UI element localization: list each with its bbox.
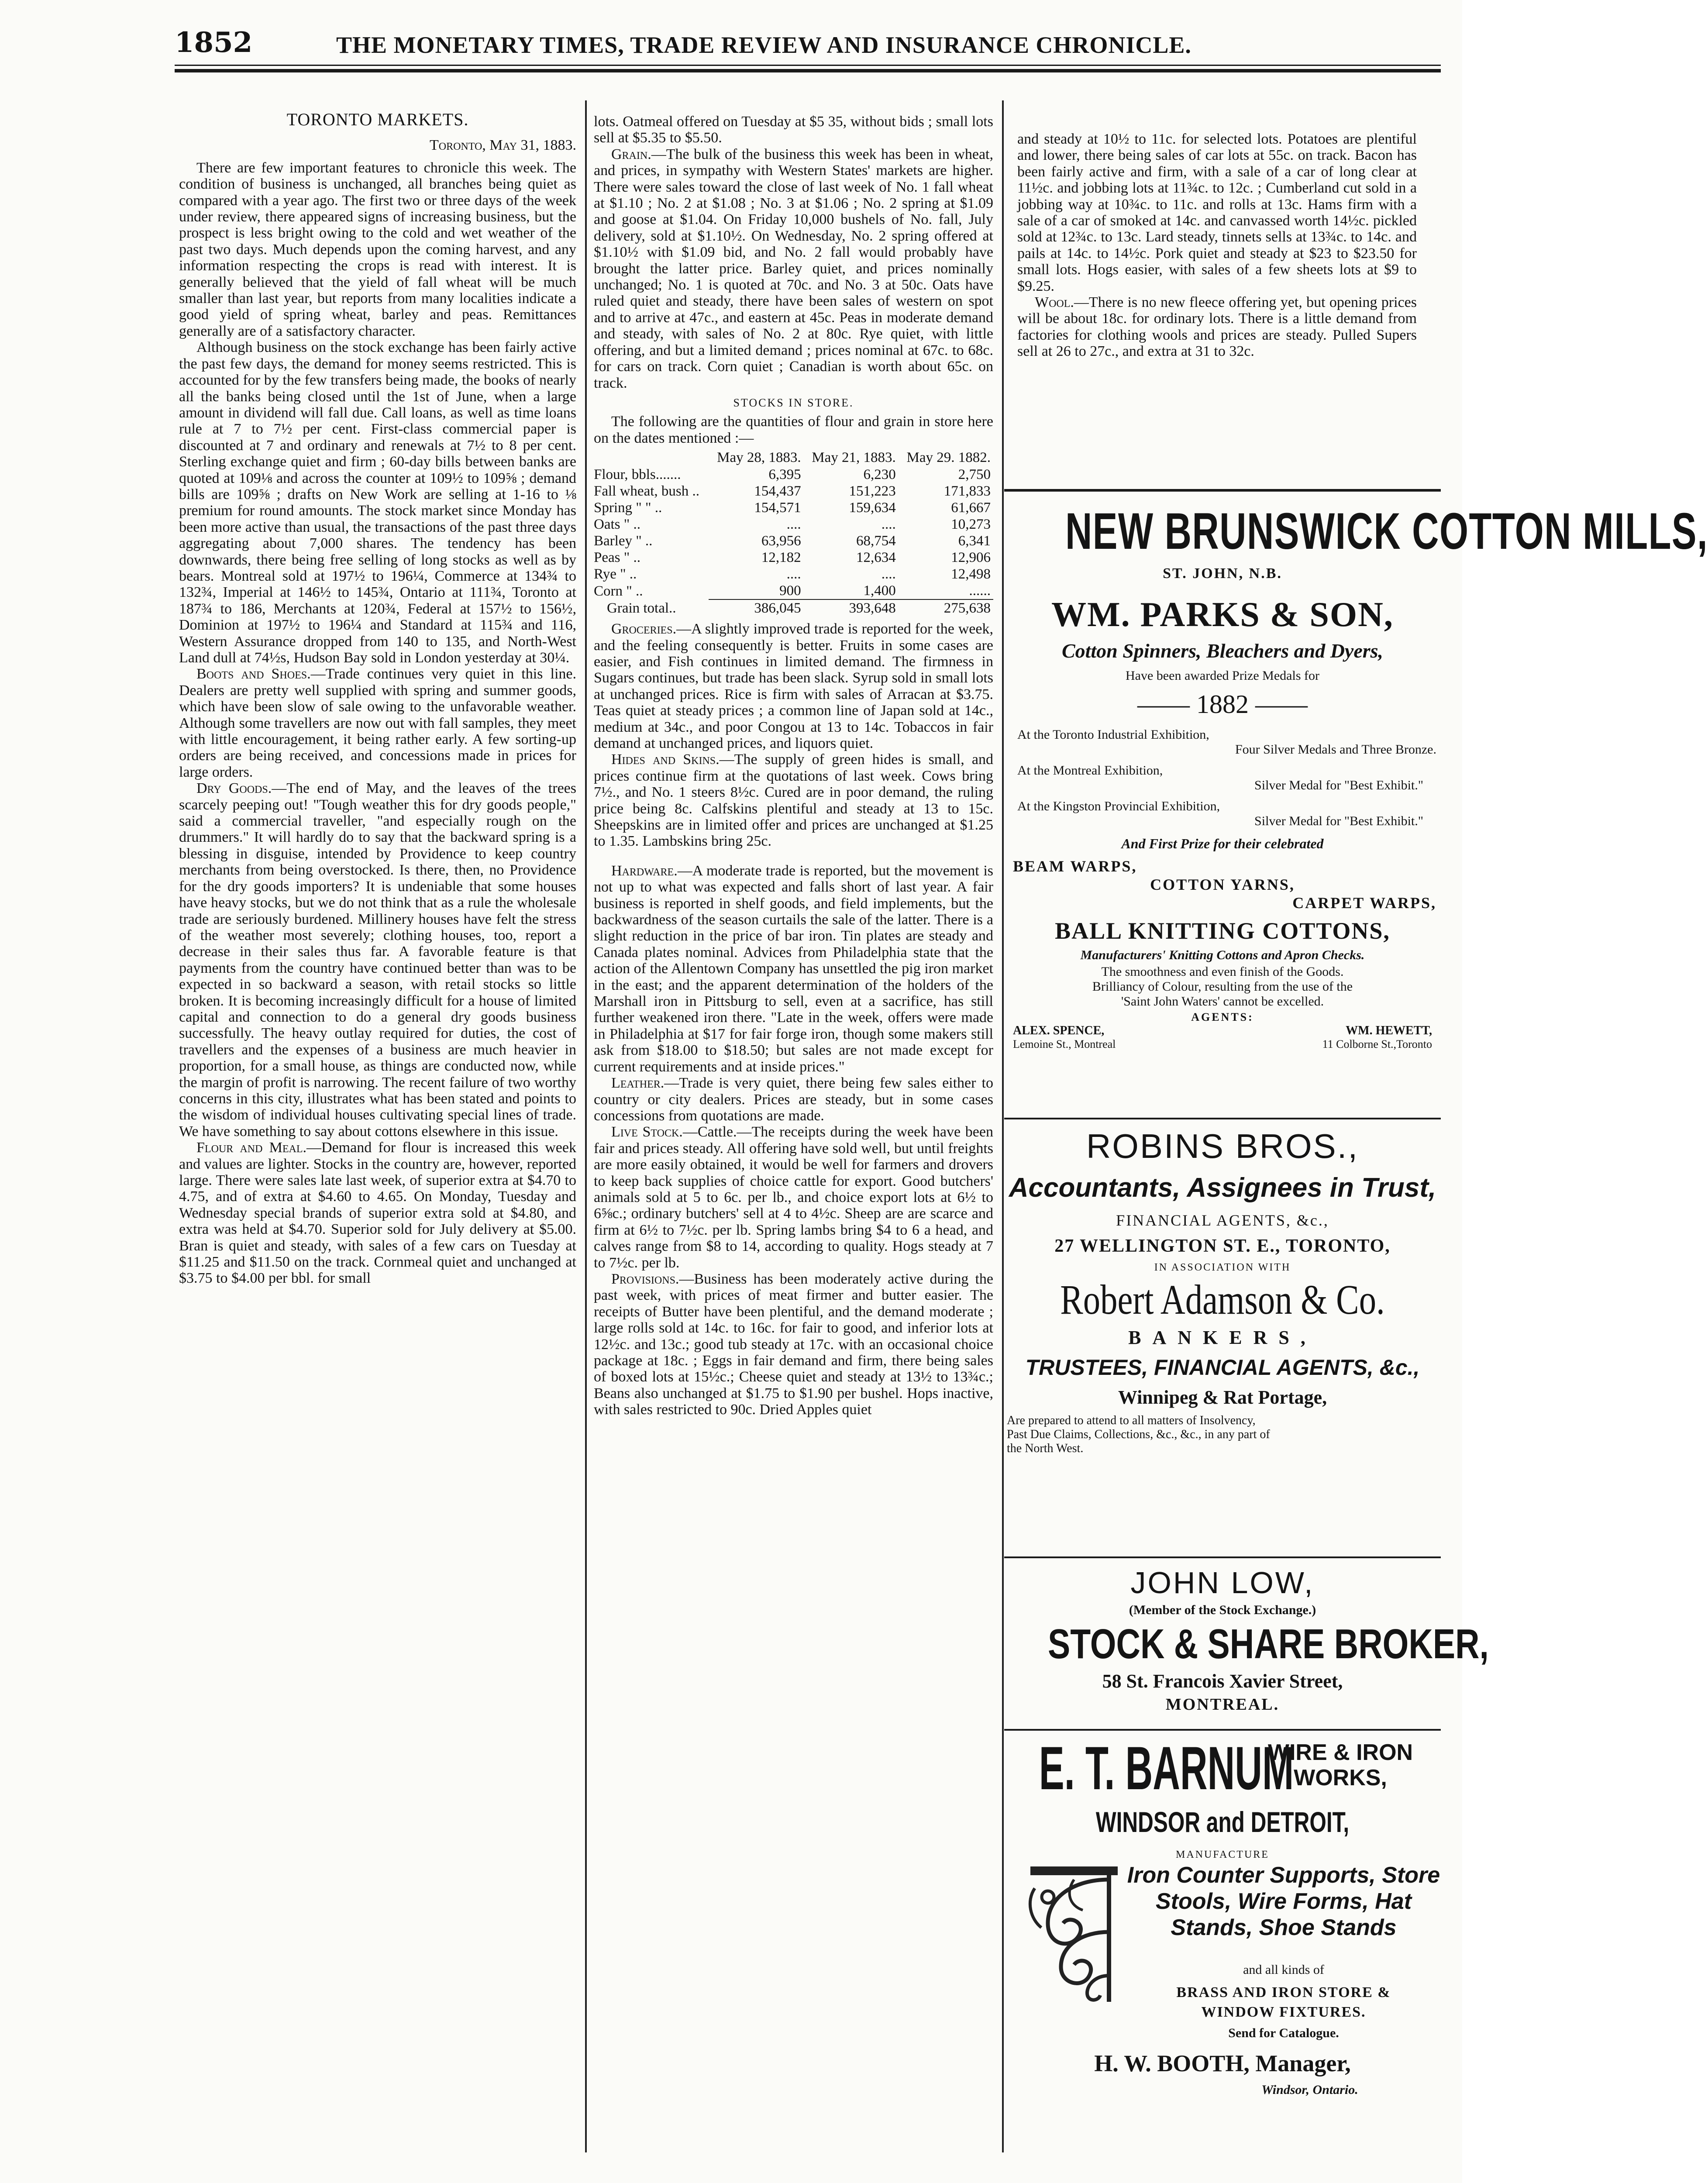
ad-first-prize: And First Prize for their celebrated	[1121, 836, 1324, 851]
cell: 393,648	[804, 599, 899, 616]
ad-cities: WINDSOR and DETROIT,	[1095, 1806, 1350, 1838]
section-text: —Trade continues very quiet in this line. Dealers are pretty well supplied with spring and summer goods, which have been slow of sale owing to the unfavorable weather. Although some travellers are now out with fall samples, they meet with little encouragement, it being rather early. A few sorting-up orders are being received, and concessions made in prices for large orders.	[179, 666, 576, 780]
ad-items-line: Stands, Shoe Stands	[1171, 1915, 1397, 1940]
page-number: 1852	[175, 26, 253, 59]
cell: 154,437	[754, 483, 801, 499]
row-label: Oats " ..	[594, 516, 640, 533]
stocks-title: STOCKS IN STORE.	[733, 396, 854, 409]
cell: 12,906	[951, 550, 991, 566]
grain-paragraph	[594, 146, 993, 391]
section-head: Wool.	[1035, 294, 1074, 311]
live-stock-paragraph	[594, 1124, 993, 1271]
ad-note: the North West.	[1007, 1442, 1084, 1455]
ad-note: Past Due Claims, Collections, &c., &c., in any part of	[1007, 1428, 1270, 1441]
row-label: Fall wheat, bush ..	[594, 483, 699, 499]
intro-paragraph: There are few important features to chronicle this week. The condition of business is unchanged, all branches being quiet as compared with a year ago. The first two or three days of the week under review, there appeared signs of increasing business, but the prospect is less bright owing to the cold and wet weather of the past two days. Much depends upon the coming harvest, and any information respecting the crops is read with interest. It is generally believed that the yield of fall wheat will be much smaller than last year, but reports from many localities indicate a good yield of spring wheat, barley and peas. Remittances generally are of a satisfactory character.	[179, 159, 576, 339]
table-row	[594, 549, 993, 566]
ad-name-wrap	[1004, 1734, 1294, 1802]
cell: ....	[881, 516, 896, 533]
cell: 386,045	[709, 599, 803, 616]
column-2	[594, 114, 993, 2157]
cell: 151,223	[849, 483, 896, 499]
ad-place: ST. JOHN, N.B.	[1163, 565, 1282, 582]
agent-address: Lemoine St., Montreal	[1013, 1038, 1116, 1050]
cell: 6,341	[958, 533, 991, 549]
stocks-intro: The following are the quantities of flour and grain in store here on the dates mentioned :—	[594, 413, 993, 446]
row-label: Grain total..	[607, 600, 676, 616]
ad-association: IN ASSOCIATION WITH	[1154, 1262, 1291, 1273]
column-rule-1	[585, 100, 587, 2152]
table-row	[594, 483, 993, 499]
cell: ......	[969, 583, 991, 599]
ad-separator	[1004, 1729, 1441, 1731]
header-rule-thick	[175, 69, 1441, 72]
ad-address: 27 WELLINGTON ST. E., TORONTO,	[1054, 1236, 1391, 1256]
ad-title: NEW BRUNSWICK COTTON MILLS,	[1065, 503, 1708, 560]
ad-agents-label: AGENTS:	[1191, 1011, 1254, 1023]
cell: 61,667	[951, 500, 991, 516]
section-text: —The bulk of the business this week has been in wheat, and prices, in sympathy with Western States' markets are higher. There were sales toward the close of last week of No. 1 fall wheat at $1.10 ; No. 2 at $1.08 ; No. 3 at $1.06 ; No. 2 spring at $1.09 and goose at $1.04. On Friday 10,000 bushels of No. fall, July delivery, sold at $1.10½. On Wednesday, No. 2 spring offered at $1.10½ with $1.09 bid, and No. 2 fall would probably have brought the latter price. Barley quiet, and prices nominally unchanged; No. 1 is quoted at 70c. and No. 3 at 50c. Oats have ruled quiet and steady, there have been sales of western on spot and to arrive at 47c., and eastern at 45c. Peas in moderate demand and steady, with sales of No. 2 at 80c. Rye quiet, with little offering, and but a limited demand ; prices nominal at 67c. to 68c. for cars on track. Corn quiet ; Canadian is worth about 65c. on track.	[594, 146, 993, 391]
table-row	[594, 466, 993, 483]
ad-financial: FINANCIAL AGENTS, &c.,	[1116, 1212, 1329, 1229]
hides-paragraph	[594, 751, 993, 849]
column-1	[179, 103, 576, 2150]
section-head: Dry Goods.	[196, 780, 272, 797]
dry-goods-paragraph	[179, 780, 576, 1140]
cell: 900	[779, 583, 801, 599]
cell: 1,400	[863, 583, 896, 599]
ad-exhibit: At the Toronto Industrial Exhibition,	[1017, 727, 1209, 742]
section-head: Groceries.	[611, 621, 677, 637]
section-text: —There is no new fleece offering yet, but opening prices will be about 18c. for ordinary lots. There is a little demand from factories for clothing wools and prices are steady. Pulled Supers sell at 26 to 27c., and extra at 31 to 32c.	[1017, 294, 1417, 360]
ad-barnum	[1004, 1735, 1441, 2128]
row-label: Flour, bbls.......	[594, 467, 681, 483]
ad-items	[1126, 1862, 1441, 1941]
flour-meal-paragraph	[179, 1140, 576, 1287]
ad-trustees: TRUSTEES, FINANCIAL AGENTS, &c.,	[1025, 1355, 1420, 1380]
section-text: —Demand for flour is increased this week and values are lighter. Stocks in the country are, however, reported large. There were sales late last week, of superior extra at $4.70 to 4.75, and of extra at $4.60 to 4.65. On Monday, Tuesday and Wednesday special brands of superior extra sold at $4.80, and extra was held at $4.70. Superior sold for July delivery at $5.00. Bran is quiet and steady, with sales of a few cars on Tuesday at $11.25 and $11.50 on the track. Cornmeal quiet and unchanged at $3.75 to $4.00 per bbl. for small	[179, 1140, 576, 1287]
ad-works	[1249, 1740, 1432, 1790]
ad-note: Are prepared to attend to all matters of Insolvency,	[1007, 1414, 1256, 1427]
ad-separator	[1004, 1556, 1441, 1558]
ad-bankers: BANKERS,	[1128, 1327, 1317, 1348]
leather-paragraph	[594, 1075, 993, 1124]
ad-manufacture: MANUFACTURE	[1176, 1849, 1269, 1860]
ad-firm: WM. PARKS & SON,	[1051, 596, 1394, 634]
provisions-continued: and steady at 10½ to 11c. for selected lots. Potatoes are plentiful and lower, there being sales of car lots at 55c. on track. Bacon has been fairly active and firm, with a sale of a car of long clear at 11½c. and jobbing lots at 11¾c. to 12c. ; Cumberland cut sold in a jobbing way at 10¾c. to 11c. and rolls at 13c. Hams firm with a sale of a car of smoked at 14c. and canvassed worth 14½c. pickled sold at 12¾c. to 13c. Lard steady, tinnets sells at 13¾c. to 14c. and pails at 14c. to 14½c. Pork quiet and steady at $23 to $23.50 for small lots. Hogs easier, with sales of a few sheets lots at $9 to $9.25.	[1017, 131, 1417, 294]
ad-manuf: Manufacturers' Knitting Cottons and Apron Checks.	[1080, 948, 1365, 962]
section-head: Hardware.	[611, 862, 678, 879]
cell: 12,634	[856, 550, 896, 566]
cell: 275,638	[899, 599, 993, 616]
ad-note: The smoothness and even finish of the Goods.	[1101, 964, 1344, 979]
table-row	[594, 582, 993, 599]
ad-awarded: Have been awarded Prize Medals for	[1126, 668, 1319, 683]
dateline: Toronto, May 31, 1883.	[429, 137, 576, 154]
cell: 6,230	[863, 467, 896, 483]
ad-manager: H. W. BOOTH, Manager,	[1094, 2050, 1351, 2076]
section-head: Leather.	[611, 1075, 665, 1092]
stocks-col-header: May 28, 1883.	[717, 450, 801, 466]
cell: 63,956	[761, 533, 801, 549]
column-3-text	[1017, 131, 1417, 480]
counter-support-illustration	[1022, 1862, 1126, 2006]
ad-product: CARPET WARPS,	[1292, 894, 1436, 912]
row-label: Rye " ..	[594, 566, 637, 582]
row-label: Peas " ..	[594, 550, 640, 566]
cell: ....	[786, 516, 801, 533]
ad-new-brunswick-cotton-mills	[1004, 502, 1708, 1105]
ad-note: Brilliancy of Colour, resulting from the use of the	[1092, 979, 1353, 994]
cell: 12,182	[761, 550, 801, 566]
ad-title: ROBINS BROS.,	[1086, 1127, 1359, 1165]
ad-name: E. T. BARNUM	[1039, 1734, 1294, 1802]
ad-items-line: Stools, Wire Forms, Hat	[1155, 1889, 1412, 1914]
section-text: —Business has been moderately active during the past week, with prices of meat firmer and butter easier. The receipts of Butter have been plentiful, and the demand moderate ; large rolls sold at 14c. to 16c. for fair to good, and inferior lots at 12½c. and 13c.; good tub steady at 17c. with an occasional choice package at 18c. ; Eggs in fair demand and firm, there being sales of boxed lots at 15½c.; Cheese quiet and steady at 13½ to 13¾c.; Beans also unchanged at $1.75 to $1.90 per bushel. Hops inactive, with sales restricted to 90c. Dried Apples quiet	[594, 1271, 993, 1418]
stocks-col-header: May 21, 1883.	[812, 450, 896, 466]
ad-product: BEAM WARPS,	[1013, 857, 1137, 875]
stocks-table	[594, 449, 993, 616]
ad-year-line: —— 1882 ——	[1137, 690, 1308, 719]
stocks-col-header: May 29. 1882.	[906, 450, 991, 466]
cell: ....	[786, 566, 801, 582]
ad-place: Windsor, Ontario.	[1261, 2083, 1358, 2097]
ad-send: Send for Catalogue.	[1228, 2026, 1339, 2040]
agent-address: 11 Colborne St.,Toronto	[1322, 1038, 1432, 1050]
cell: 171,833	[944, 483, 991, 499]
section-head: Hides and Skins.	[611, 751, 720, 768]
section-head: Provisions.	[611, 1271, 679, 1287]
cell: 12,498	[951, 566, 991, 582]
stocks-header-row	[594, 449, 993, 466]
ad-works-line: WIRE & IRON	[1267, 1740, 1413, 1765]
ad-agents-names	[1004, 1024, 1441, 1038]
ad-window: WINDOW FIXTURES.	[1201, 2004, 1366, 2020]
ad-john-low	[1004, 1565, 1489, 1727]
groceries-paragraph	[594, 621, 993, 751]
ad-name: JOHN LOW,	[1130, 1566, 1315, 1600]
cell: ....	[881, 566, 896, 582]
ad-city: MONTREAL.	[1165, 1695, 1280, 1714]
ad-works-line: WORKS,	[1294, 1765, 1387, 1790]
row-label: Spring " " ..	[594, 500, 662, 516]
oatmeal-paragraph: lots. Oatmeal offered on Tuesday at $5 35, without bids ; small lots sell at $5.35 to $5.50.	[594, 114, 993, 146]
table-row	[594, 499, 993, 516]
ad-robins-bros	[1004, 1126, 1441, 1554]
cell: 10,273	[951, 516, 991, 533]
table-row	[594, 516, 993, 533]
ad-exhibit: At the Montreal Exhibition,	[1017, 763, 1163, 778]
agent-name: WM. HEWETT,	[1346, 1024, 1432, 1037]
ad-product: COTTON YARNS,	[1150, 876, 1295, 893]
header-rule-thin	[175, 65, 1441, 66]
cell: 154,571	[754, 500, 801, 516]
ad-separator	[1004, 1118, 1441, 1119]
cell: 159,634	[849, 500, 896, 516]
ad-exhibit: Silver Medal for "Best Exhibit."	[1254, 778, 1423, 792]
ad-year: 1882	[1196, 690, 1249, 719]
column-rule-2	[1002, 100, 1004, 2152]
article-title: TORONTO MARKETS.	[286, 110, 469, 129]
ad-places: Winnipeg & Rat Portage,	[1118, 1387, 1327, 1408]
cell: 2,750	[958, 467, 991, 483]
section-text: —A moderate trade is reported, but the movement is not up to what was expected and falls short of last year. A fair business is reported in shelf goods, and field implements, but the backwardness of the season curtails the sale of the latter. There is a slight reduction in the price of bar iron. Tin plates are steady and Canada plates nominal. Advices from Philadelphia state that the action of the Allentown Company has unsettled the pig iron market in the east; and the apparent determination of the holders of the Marshall iron in Pittsburg to sell, even at a sacrifice, has still further weakened iron there. "Late in the week, offers were made in Philadelphia at $17 for fair forge iron, though some makers still ask from $18.00 to $18.50; but sales are not made except for current requirements and at inside prices."	[594, 862, 993, 1075]
section-text: —Cattle.—The receipts during the week have been fair and prices steady. All offering have sold well, but until freights are more easily obtained, it would be well for farmers and drovers to keep back supplies of choice cattle for export. Good butchers' animals sold at 5 to 6c. per lb., and choice export lots at 6½ to 6⅝c.; ordinary butchers' sell at 4 to 4½c. Sheep are are scarce and firm at 6½ to 7½c. per lb. Spring lambs bring $4 to 6 a head, and calves range from $8 to 14, according to quality. Hogs steady at 7 to 7½c. per lb.	[594, 1124, 993, 1271]
ad-note: 'Saint John Waters' cannot be excelled.	[1121, 994, 1324, 1009]
ad-exhibit: At the Kingston Provincial Exhibition,	[1017, 799, 1220, 813]
wool-paragraph	[1017, 294, 1417, 360]
ornamental-bracket-icon	[1022, 1862, 1126, 2006]
ad-exhibit: Silver Medal for "Best Exhibit."	[1254, 814, 1423, 828]
provisions-paragraph	[594, 1271, 993, 1418]
boots-shoes-paragraph	[179, 666, 576, 780]
ad-brass: BRASS AND IRON STORE &	[1176, 1984, 1391, 2001]
hardware-paragraph	[594, 863, 993, 1075]
ad-exhibit: Four Silver Medals and Three Bronze.	[1235, 742, 1436, 757]
section-head: Live Stock.	[611, 1124, 683, 1140]
cell: 68,754	[856, 533, 896, 549]
table-row	[594, 566, 993, 582]
ad-title: STOCK & SHARE BROKER,	[1048, 1621, 1489, 1667]
ad-all-kinds: and all kinds of	[1243, 1963, 1324, 1977]
running-head: THE MONETARY TIMES, TRADE REVIEW AND INSURANCE CHRONICLE.	[336, 32, 1191, 58]
section-head: Boots and Shoes.	[196, 666, 311, 682]
section-text: —Trade is very quiet, there being few sales either to country or city dealers. Prices are steady, but in some cases concessions from quotations are made.	[594, 1075, 993, 1124]
section-text: —The supply of green hides is small, and prices continue firm at the quotations of last week. Cows bring 7½., and No. 1 steers 8½c. Cured are in poor demand, the ruling price being 8c. Calfskins plentiful and steady at 13 to 15c. Sheepskins are in limited offer and prices are unchanged at $1.25 to 1.35. Lambskins bring 25c.	[594, 751, 994, 850]
total-row	[594, 599, 993, 616]
ad-address: 58 St. Francois Xavier Street,	[1102, 1670, 1343, 1692]
ad-member: (Member of the Stock Exchange.)	[1129, 1603, 1316, 1617]
cell: 6,395	[768, 467, 801, 483]
row-label: Barley " ..	[594, 533, 653, 549]
ad-trade: Cotton Spinners, Bleachers and Dyers,	[1061, 640, 1384, 662]
ad-agents-addresses	[1004, 1038, 1441, 1051]
section-text: —A slightly improved trade is reported for the week, and the feeling consequently is better. Fruits in some cases are easier, and Fish continues in limited demand. The firmness in Sugars continues, but trade has been slack. Syrup sold in small lots at unchanged prices. Rice is firm with sales of Arracan at $3.75. Teas quiet at steady prices ; a common line of Japan sold at 14c., medium at 34c., and poor Congou at 13 to 14c. Tobaccos in fair demand at unchanged prices, and liquors quiet.	[594, 621, 993, 751]
ad-separator	[1004, 489, 1441, 492]
section-head: Grain.	[611, 146, 651, 162]
agent-name: ALEX. SPENCE,	[1013, 1024, 1105, 1037]
table-row	[594, 533, 993, 549]
section-head: Flour and Meal.	[196, 1140, 307, 1156]
ad-product-ball: BALL KNITTING COTTONS,	[1055, 918, 1390, 944]
row-label: Corn " ..	[594, 583, 643, 599]
ad-subtitle: Accountants, Assignees in Trust,	[1009, 1173, 1436, 1203]
ad-firm: Robert Adamson & Co.	[1060, 1276, 1385, 1323]
ad-items-line: Iron Counter Supports, Store	[1127, 1863, 1440, 1888]
stock-exchange-paragraph: Although business on the stock exchange has been fairly active the past few days, the demand for money seems restricted. This is accounted for by the few transfers being made, the books of nearly all the banks being closed until the 1st of June, when a large amount in dividend will fall due. Call loans, as well as time loans rule at 7 to 7½ per cent. First-class commercial paper is discounted at 7 and ordinary and renewals at 7½ to 8 per cent. Sterling exchange quiet and firm ; 60-day bills between banks are quoted at 109⅛ and across the counter at 109½ to 109⅝ ; demand bills are 109⅝ ; drafts on New Work are selling at 1-16 to ⅛ premium for round amounts. The stock market since Monday has been more active than usual, the transactions of the past three days aggregating about 7,000 shares. The tendency has been downwards, there being free selling of long stocks as well as by bears. Montreal sold at 197½ to 196¼, Commerce at 134¾ to 132¾, Imperial at 146½ to 145¾, Ontario at 111¾, Toronto at 187¾ to 186, Merchants at 120¾, Federal at 157½ to 156½, Dominion at 197½ to 196¼ and Standard at 115¾ and 116, Western Assurance dropped from 140 to 135, and North-West Land dull at 74½s, Hudson Bay sold in London yesterday at 30¼.	[179, 339, 576, 666]
section-text: —The end of May, and the leaves of the trees scarcely peeping out! "Tough weather this for dry goods people," said a commercial traveller, "and especially rough on the drummers." It will hardly do to say that the backward spring is a blessing in disguise, intended by Providence to keep country merchants from being overstocked. Is there, then, no Providence for the dry goods importers? It is undeniable that some houses have heavy stocks, but we do not think that as a rule the wholesale trade are seriously burdened. Millinery houses have felt the stress of the weather most severely; clothing houses, too, report a decrease in their sales thus far. A favorable feature is that payments from the country have continued better than was to be expected in so backward a season, with retail stocks so little broken. It is becoming increasingly difficult for a house of limited capital and connection to do a general dry goods business successfully. The heavy outlay required for duties, the cost of travellers and the expenses of a business are much heavier in proportion, for a small house, as things are conducted now, while the margin of profit is narrowing. The recent failure of two worthy concerns in this city, illustrates what has been stated and points to the wisdom of individual houses cultivating special lines of trade. We have something to say about cottons elsewhere in this issue.	[179, 780, 576, 1140]
